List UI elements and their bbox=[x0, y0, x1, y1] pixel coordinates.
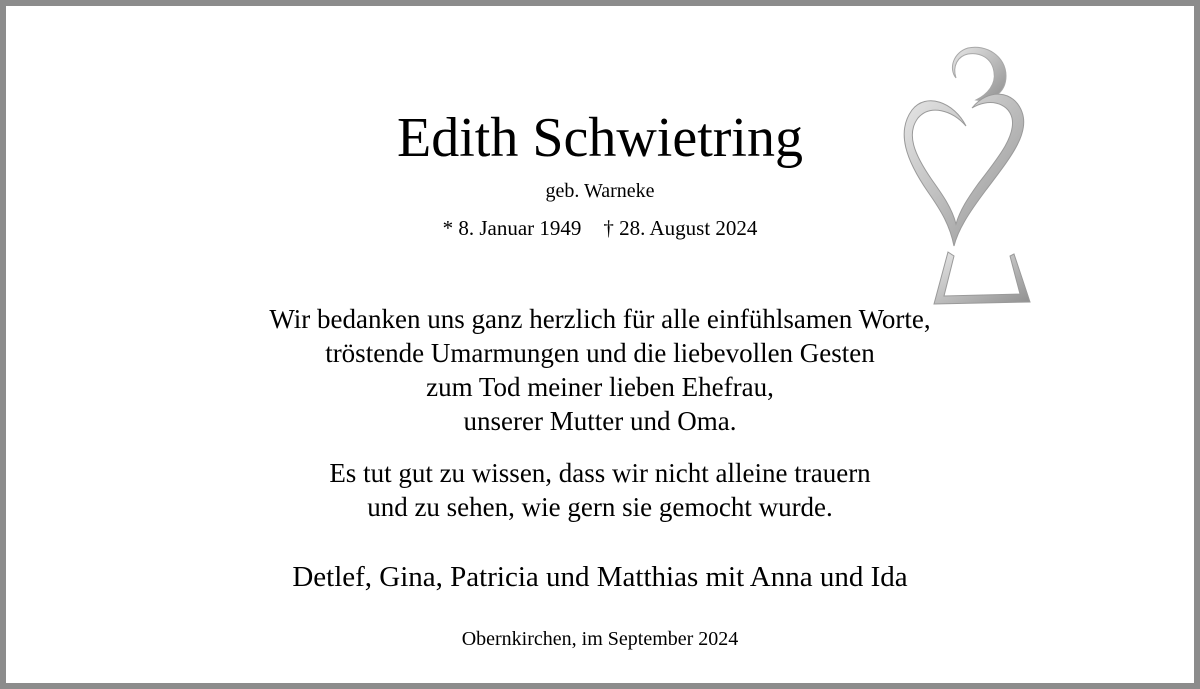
gratitude-line: unserer Mutter und Oma. bbox=[463, 406, 737, 436]
death-date: † 28. August 2024 bbox=[603, 216, 758, 240]
gratitude-line: tröstende Umarmungen und die liebevollen Gesten bbox=[325, 338, 875, 368]
comfort-line: und zu sehen, wie gern sie gemocht wurde. bbox=[367, 492, 833, 522]
gratitude-line: Wir bedanken uns ganz herzlich für alle einfühlsamen Worte, bbox=[269, 304, 931, 334]
life-dates bbox=[6, 214, 1194, 242]
deceased-name: Edith Schwietring bbox=[397, 107, 803, 169]
gratitude-line: zum Tod meiner lieben Ehefrau, bbox=[426, 372, 774, 402]
comfort-paragraph bbox=[6, 456, 1194, 524]
birth-date: * 8. Januar 1949 bbox=[442, 216, 582, 240]
comfort-line: Es tut gut zu wissen, dass wir nicht alleine trauern bbox=[329, 458, 871, 488]
place-date: Obernkirchen, im September 2024 bbox=[461, 628, 739, 650]
maiden-name: geb. Warneke bbox=[545, 180, 655, 202]
family-signature: Detlef, Gina, Patricia und Matthias mit Anna und Ida bbox=[292, 561, 908, 593]
gratitude-paragraph bbox=[6, 302, 1194, 438]
angel-heart-icon bbox=[898, 42, 1034, 308]
